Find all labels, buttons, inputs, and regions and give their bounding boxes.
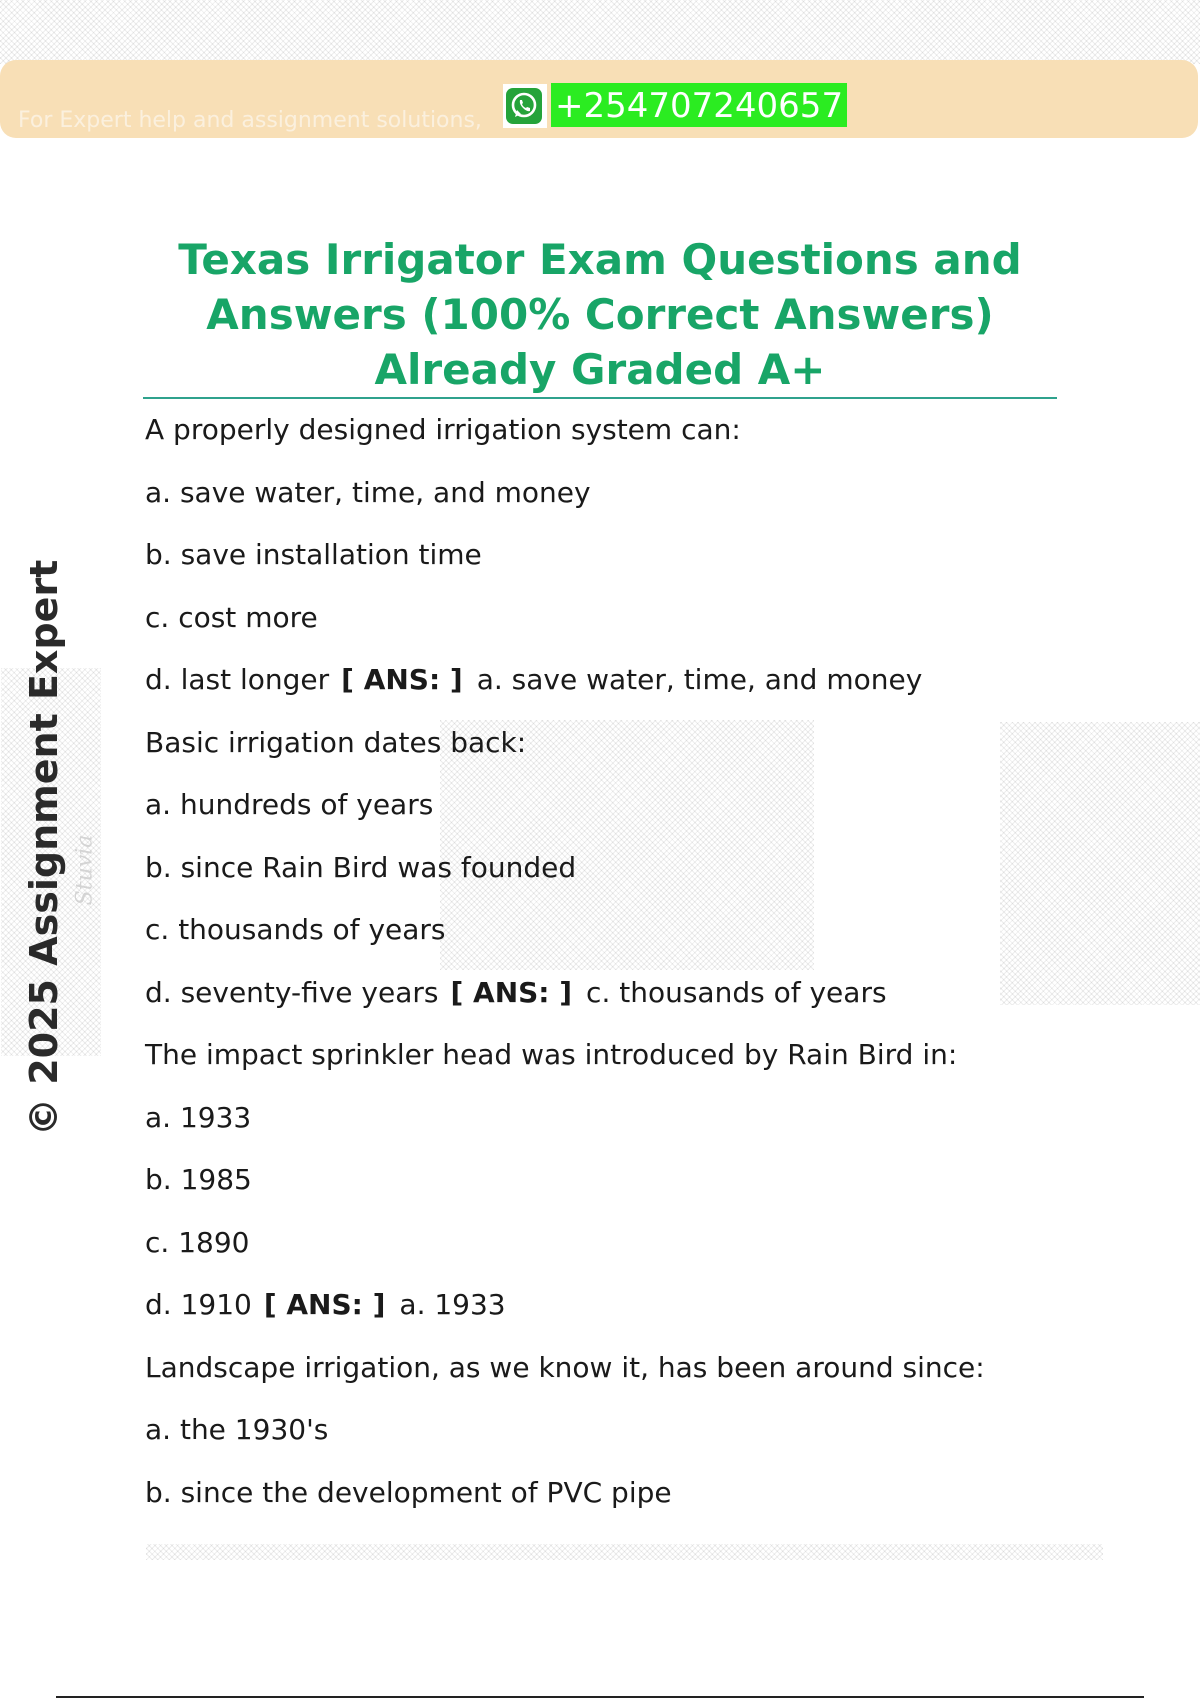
question-line: [145, 600, 318, 636]
question-line: [145, 1100, 251, 1136]
question-line: [145, 850, 576, 886]
line-text: c. thousands of years: [145, 913, 446, 946]
question-line: [145, 537, 482, 573]
answer-value: a. save water, time, and money: [476, 663, 923, 696]
line-text: c. 1890: [145, 1226, 250, 1259]
line-text: Landscape irrigation, as we know it, has been around since:: [145, 1351, 985, 1384]
question-line: [145, 1475, 672, 1511]
answer-line: [145, 975, 887, 1011]
banner-text: For Expert help and assignment solutions,: [18, 108, 482, 133]
question-line: [145, 1037, 957, 1073]
top-texture-band: [0, 0, 1200, 64]
question-line: [145, 475, 591, 511]
whatsapp-icon[interactable]: [506, 88, 542, 124]
answer-tag: [ ANS: ]: [341, 663, 463, 696]
line-text: d. seventy-five years: [145, 976, 439, 1009]
title-divider: [143, 397, 1057, 399]
answer-value: c. thousands of years: [586, 976, 887, 1009]
question-line: [145, 912, 446, 948]
question-line: [145, 1225, 249, 1261]
line-text: b. since Rain Bird was founded: [145, 851, 577, 884]
line-text: c. cost more: [145, 601, 318, 634]
line-text: a. 1933: [145, 1101, 252, 1134]
phone-number-link[interactable]: +254707240657: [551, 83, 847, 127]
answer-line: [145, 1287, 506, 1323]
answer-value: a. 1933: [399, 1288, 506, 1321]
line-text: A properly designed irrigation system can:: [145, 413, 741, 446]
line-text: The impact sprinkler head was introduced by Rain Bird in:: [145, 1038, 958, 1071]
line-text: b. 1985: [145, 1163, 252, 1196]
answer-line: [145, 662, 922, 698]
question-line: [145, 1412, 328, 1448]
document-title: Texas Irrigator Exam Questions and Answers (100% Correct Answers) Already Graded A+: [178, 235, 1022, 394]
question-line: [145, 1162, 252, 1198]
line-text: b. save installation time: [145, 538, 482, 571]
line-text: b. since the development of PVC pipe: [145, 1476, 672, 1509]
question-line: [145, 725, 526, 761]
copyright-watermark: © 2025 Assignment Expert: [22, 559, 66, 1136]
bottom-texture-strip: [146, 1544, 1103, 1560]
line-text: d. 1910: [145, 1288, 252, 1321]
scan-texture-patch-right: [1000, 722, 1200, 1005]
answer-tag: [ ANS: ]: [263, 1288, 386, 1321]
answer-tag: [ ANS: ]: [450, 976, 573, 1009]
line-text: d. last longer: [145, 663, 330, 696]
line-text: Basic irrigation dates back:: [145, 726, 527, 759]
question-line: [145, 1350, 985, 1386]
question-line: [145, 412, 741, 448]
line-text: a. save water, time, and money: [145, 476, 591, 509]
footer-divider: [56, 1696, 1144, 1698]
line-text: a. hundreds of years: [145, 788, 434, 821]
side-signature-watermark: Stuvia: [72, 834, 98, 906]
question-line: [145, 787, 433, 823]
line-text: a. the 1930's: [145, 1413, 329, 1446]
